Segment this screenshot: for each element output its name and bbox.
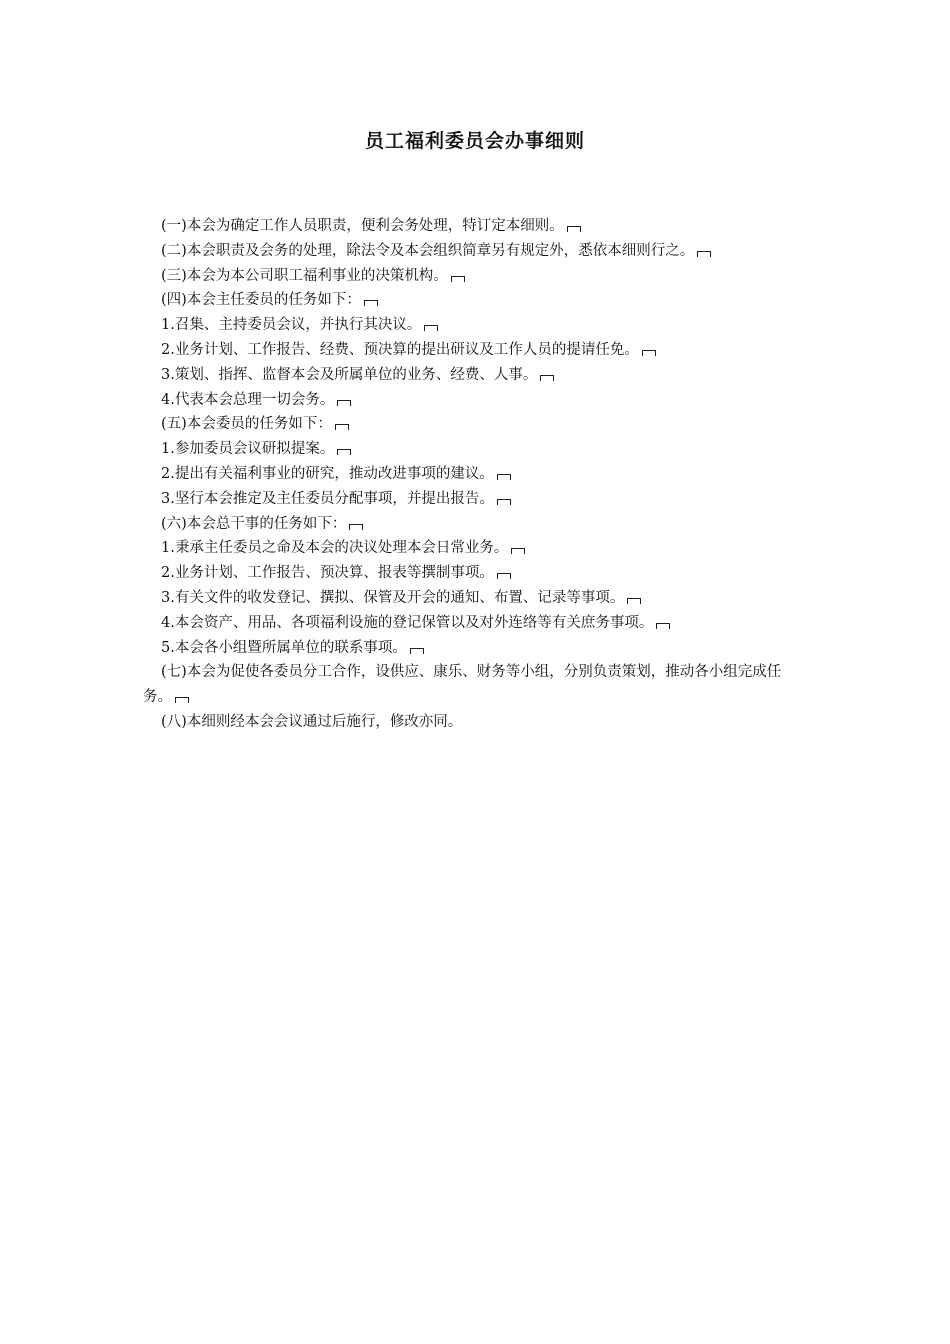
paragraph-text: (一)本会为确定工作人员职责，便利会务处理，特订定本细则。 bbox=[161, 218, 564, 234]
paragraph-mark-icon bbox=[337, 400, 351, 406]
paragraph bbox=[143, 412, 798, 437]
paragraph bbox=[143, 214, 798, 239]
paragraph bbox=[143, 363, 798, 388]
paragraph-text: 1.召集、主持委员会议，并执行其决议。 bbox=[161, 317, 422, 334]
paragraph-mark-icon bbox=[656, 623, 670, 629]
paragraph-text: (七)本会为促使各委员分工合作，设供应、康乐、财务等小组，分别负责策划，推动各小组完成任务。 bbox=[143, 664, 782, 706]
paragraph-text: 3.策划、指挥、监督本会及所属单位的业务、经费、人事。 bbox=[161, 366, 538, 383]
paragraph-text: (四)本会主任委员的任务如下： bbox=[161, 292, 361, 309]
document-title: 员工福利委员会办事细则 bbox=[364, 130, 585, 152]
paragraph bbox=[143, 660, 798, 710]
paragraph-text: (八)本细则经本会会议通过后施行，修改亦同。 bbox=[161, 713, 463, 730]
paragraph bbox=[143, 264, 798, 289]
paragraph-text: (六)本会总干事的任务如下： bbox=[161, 515, 347, 532]
paragraph bbox=[143, 239, 798, 264]
paragraph-mark-icon bbox=[540, 375, 554, 381]
paragraph-text: 3.坚行本会推定及主任委员分配事项，并提出报告。 bbox=[161, 490, 494, 507]
paragraph-mark-icon bbox=[364, 300, 378, 306]
paragraph-text: 2.业务计划、工作报告、预决算、报表等撰制事项。 bbox=[161, 565, 494, 582]
paragraph-mark-icon bbox=[497, 573, 511, 579]
paragraph-text: (二)本会职责及会务的处理，除法令及本会组织简章另有规定外，悉依本细则行之。 bbox=[161, 242, 695, 259]
paragraph bbox=[143, 586, 798, 611]
paragraph-text: 1.参加委员会议研拟提案。 bbox=[161, 441, 335, 458]
paragraph-text: 2.业务计划、工作报告、经费、预决算的提出研议及工作人员的提请任免。 bbox=[161, 341, 639, 358]
paragraph bbox=[143, 462, 798, 487]
paragraph bbox=[143, 512, 798, 537]
paragraph bbox=[143, 313, 798, 338]
paragraph-text: (五)本会委员的任务如下： bbox=[161, 416, 332, 433]
paragraph-mark-icon bbox=[335, 424, 349, 430]
paragraph bbox=[143, 561, 798, 586]
paragraph-text: 2.提出有关福利事业的研究，推动改进事项的建议。 bbox=[161, 465, 494, 482]
paragraph-mark-icon bbox=[642, 350, 656, 356]
paragraph-text: 4.代表本会总理一切会务。 bbox=[161, 391, 335, 408]
paragraph-mark-icon bbox=[337, 449, 351, 455]
paragraph bbox=[143, 288, 798, 313]
paragraph-mark-icon bbox=[424, 325, 438, 331]
paragraph bbox=[143, 710, 798, 735]
paragraph-text: (三)本会为本公司职工福利事业的决策机构。 bbox=[161, 267, 448, 284]
paragraph bbox=[143, 437, 798, 462]
paragraph-mark-icon bbox=[697, 251, 711, 257]
paragraph-mark-icon bbox=[497, 474, 511, 480]
paragraph-mark-icon bbox=[497, 499, 511, 505]
paragraph bbox=[143, 388, 798, 413]
paragraph-mark-icon bbox=[349, 524, 363, 530]
paragraph bbox=[143, 536, 798, 561]
paragraph bbox=[143, 611, 798, 636]
paragraph-text: 1.秉承主任委员之命及本会的决议处理本会日常业务。 bbox=[161, 540, 509, 557]
paragraph-text: 4.本会资产、用品、各项福利设施的登记保管以及对外连络等有关庶务事项。 bbox=[161, 614, 654, 631]
paragraph-mark-icon bbox=[410, 648, 424, 654]
document-body bbox=[143, 214, 798, 735]
paragraph-mark-icon bbox=[627, 598, 641, 604]
paragraph-text: 5.本会各小组暨所属单位的联系事项。 bbox=[161, 639, 407, 656]
paragraph-text: 3.有关文件的收发登记、撰拟、保管及开会的通知、布置、记录等事项。 bbox=[161, 589, 625, 606]
paragraph bbox=[143, 636, 798, 661]
paragraph bbox=[143, 487, 798, 512]
paragraph-mark-icon bbox=[567, 226, 581, 232]
paragraph bbox=[143, 338, 798, 363]
paragraph-mark-icon bbox=[175, 697, 189, 703]
paragraph-mark-icon bbox=[511, 548, 525, 554]
paragraph-mark-icon bbox=[451, 276, 465, 282]
